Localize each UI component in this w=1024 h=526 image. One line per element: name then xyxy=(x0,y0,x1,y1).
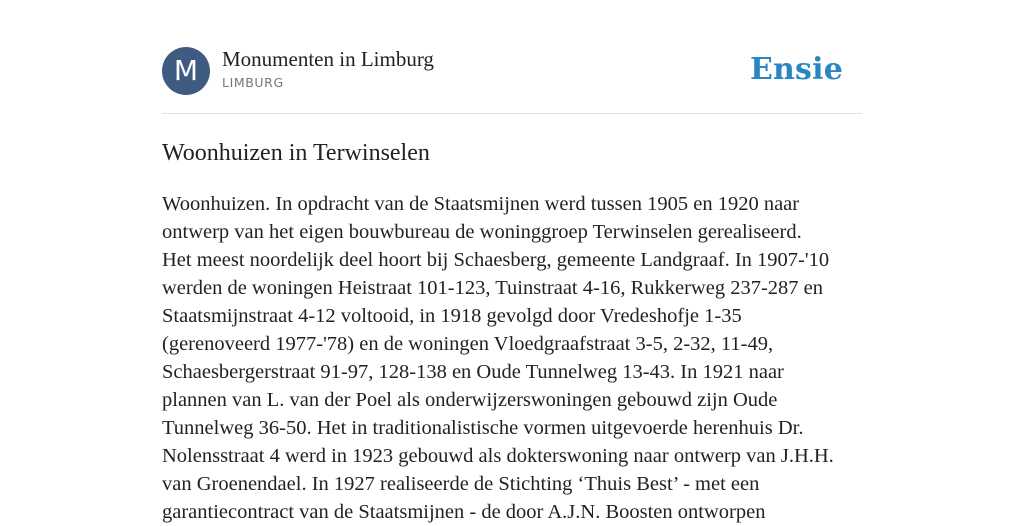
body-line: werden de woningen Heistraat 101-123, Tuinstraat 4-16, Rukkerweg 237-287 en xyxy=(162,277,823,299)
ensie-logo[interactable]: Ensie xyxy=(749,52,843,87)
source-subtitle: LIMBURG xyxy=(222,75,284,90)
body-line: Tunnelweg 36-50. Het in traditionalistische vormen uitgevoerde herenhuis Dr. xyxy=(162,417,804,439)
body-line: (gerenoveerd 1977-'78) en de woningen Vloedgraafstraat 3-5, 2-32, 11-49, xyxy=(162,333,774,355)
body-line: plannen van L. van der Poel als onderwijzerswoningen gebouwd zijn Oude xyxy=(162,389,778,411)
article-title: Woonhuizen in Terwinselen xyxy=(162,140,430,166)
body-line: ontwerp van het eigen bouwbureau de woninggroep Terwinselen gerealiseerd. xyxy=(162,221,802,243)
avatar[interactable]: M xyxy=(162,47,210,95)
source-title-link[interactable]: Monumenten in Limburg xyxy=(222,47,434,71)
body-line: Woonhuizen. In opdracht van de Staatsmijnen werd tussen 1905 en 1920 naar xyxy=(162,193,800,215)
article-body xyxy=(162,190,862,526)
body-line: Nolensstraat 4 werd in 1923 gebouwd als dokterswoning naar ontwerp van J.H.H. xyxy=(162,445,834,467)
body-line: Staatsmijnstraat 4-12 voltooid, in 1918 gevolgd door Vredeshofje 1-35 xyxy=(162,305,742,327)
source-header xyxy=(162,46,862,96)
body-line: Schaesbergerstraat 91-97, 128-138 en Oude Tunnelweg 13-43. In 1921 naar xyxy=(162,361,784,383)
body-line: garantiecontract van de Staatsmijnen - de door A.J.N. Boosten ontworpen xyxy=(162,501,766,523)
header-divider xyxy=(162,113,862,114)
body-line: van Groenendael. In 1927 realiseerde de Stichting ‘Thuis Best’ - met een xyxy=(162,473,760,495)
body-line: Het meest noordelijk deel hoort bij Schaesberg, gemeente Landgraaf. In 1907-'10 xyxy=(162,249,830,271)
